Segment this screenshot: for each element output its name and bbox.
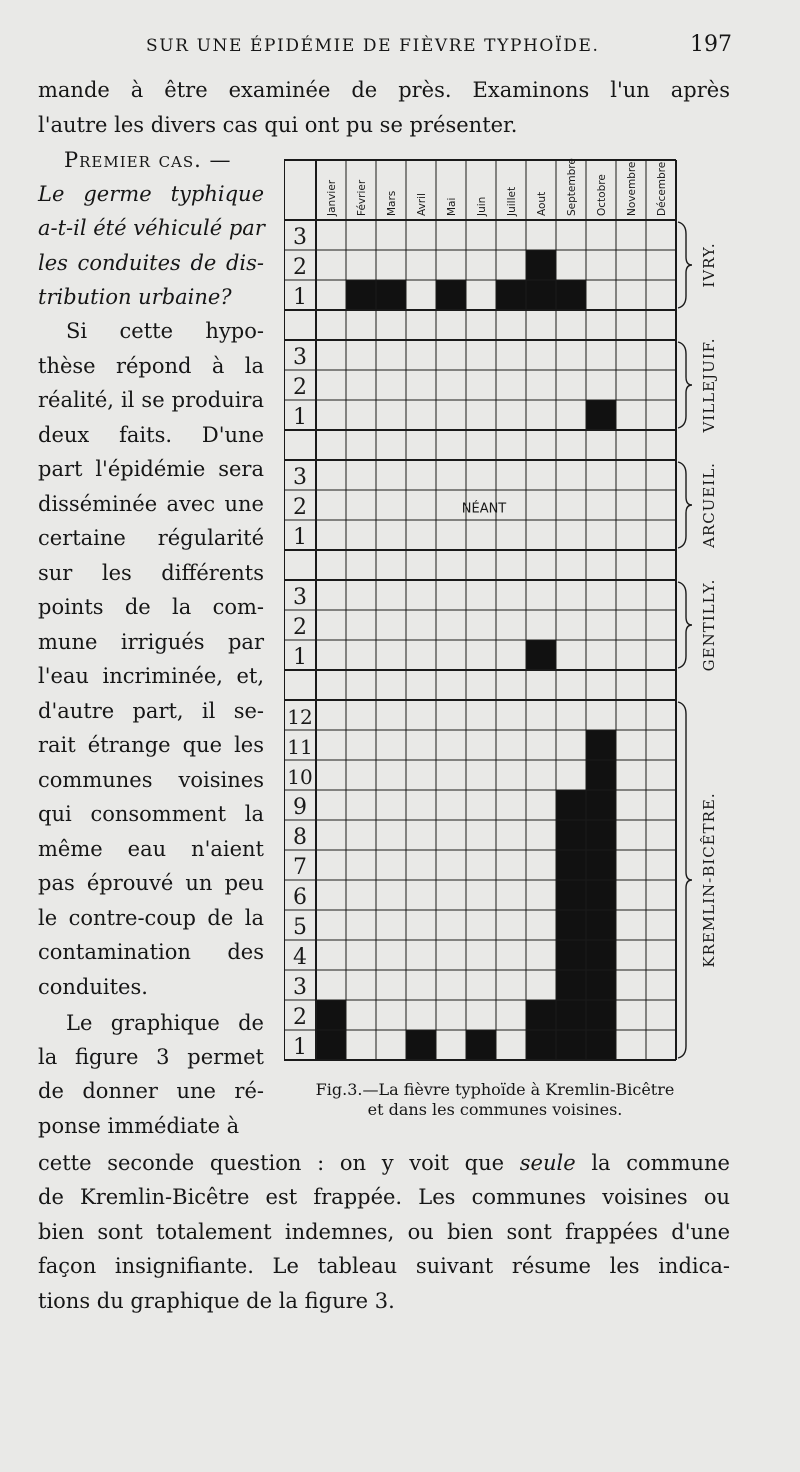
row-tick-label: 4 [293,945,307,970]
text-line: sur les différents [38,561,264,585]
running-title: SUR UNE ÉPIDÉMIE DE FIÈVRE TYPHOÏDE. [146,36,600,56]
neant-annotation: NÉANT [461,501,507,517]
month-label: Juillet [506,186,518,216]
row-tick-label: 11 [287,735,313,759]
brace [678,222,692,308]
text-line: deux faits. D'une [38,423,264,447]
text-line: Si cette hypo- [66,319,264,343]
figure-3-chart [284,158,744,1073]
text-line: qui consomment la [38,802,264,826]
text-line: la figure 3 permet [38,1045,264,1069]
text-line: mune irrigués par [38,630,264,654]
commune-label: IVRY. [700,242,718,288]
month-label: Novembre [626,161,638,216]
text-line: certaine régularité [38,526,264,550]
running-header [0,32,800,66]
text-line: a-t-il été véhiculé par [38,216,265,240]
row-tick-label: 2 [293,495,307,520]
case-bar [466,1030,496,1060]
row-tick-label: 1 [293,285,307,310]
commune-label: KREMLIN-BICÊTRE. [700,792,718,968]
row-tick-label: 1 [293,525,307,550]
text-line: bien sont totalement indemnes, ou bien sont frappées d'une [38,1220,730,1244]
row-tick-label: 2 [293,1005,307,1030]
text-line: mande à être examinée de près. Examinons l'un après [38,78,730,102]
commune-label: VILLEJUIF. [700,337,718,433]
case-bar [406,1030,436,1060]
text-span: cette seconde question : on y voit que [38,1151,505,1175]
text-line: communes voisines [38,768,264,792]
case-bar [526,640,556,670]
row-tick-label: 9 [293,795,307,820]
brace [678,702,692,1058]
row-tick-label: 2 [293,615,307,640]
month-label: Mai [446,197,458,216]
row-tick-label: 5 [293,915,307,940]
case-bar [586,730,616,1060]
text-span: la commune [591,1151,730,1175]
row-tick-label: 3 [293,465,307,490]
case-bar [556,790,586,1060]
row-tick-label: 1 [293,1035,307,1060]
month-label: Avril [416,193,428,216]
row-tick-label: 6 [293,885,307,910]
caption-line: et dans les communes voisines. [367,1100,623,1119]
text-line: réalité, il se produira [38,388,264,412]
text-line: tions du graphique de la figure 3. [38,1289,395,1313]
text-line: points de la com- [38,595,264,619]
row-tick-label: 7 [293,855,307,880]
month-label: Décembre [656,161,668,216]
text-line: disséminée avec une [38,492,264,516]
text-line: Le germe typhique [38,182,264,206]
text-line: l'autre les divers cas qui ont pu se présenter. [38,113,518,137]
case-bar [346,280,376,310]
text-line: rait étrange que les [38,733,264,757]
text-line: même eau n'aient [38,837,264,861]
row-tick-label: 2 [293,375,307,400]
case-bar [496,280,526,310]
text-line: conduites. [38,975,148,999]
row-tick-label: 3 [293,585,307,610]
text-line: façon insignifiante. Le tableau suivant résume les indica- [38,1254,730,1278]
text-line: de donner une ré- [38,1079,264,1103]
row-tick-label: 12 [287,705,313,729]
row-tick-label: 1 [293,405,307,430]
case-bar [556,280,586,310]
text-line: Le graphique de [66,1011,264,1035]
row-tick-label: 3 [293,345,307,370]
row-tick-label: 3 [293,225,307,250]
caption-line: Fig.3.—La fièvre typhoïde à Kremlin-Bicêtre [315,1080,675,1099]
row-tick-label: 2 [293,255,307,280]
month-label: Septembre [566,158,578,216]
brace [678,342,692,428]
brace [678,582,692,668]
brace [678,462,692,548]
text-line: l'eau incriminée, et, [38,664,264,688]
row-tick-label: 1 [293,645,307,670]
month-label: Janvier [326,179,338,216]
row-tick-label: 10 [287,765,313,789]
case-bar [436,280,466,310]
text-line: thèse répond à la [38,354,264,378]
emphasis: seule [519,1151,576,1175]
commune-label: ARCUEIL. [700,462,718,548]
text-line: de Kremlin-Bicêtre est frappée. Les communes voisines ou [38,1185,730,1209]
case-bar [376,280,406,310]
commune-label: GENTILLY. [700,578,718,672]
text-line: contamination des [38,940,264,964]
month-label: Aout [536,191,548,216]
row-tick-label: 8 [293,825,307,850]
month-label: Octobre [596,174,608,216]
section-heading: Premier cas. — [64,148,232,172]
text-line: pas éprouvé un peu [38,871,264,895]
text-line: d'autre part, il se- [38,699,264,723]
text-line: part l'épidémie sera [38,457,264,481]
text-line: ponse immédiate à [38,1114,240,1138]
page-number: 197 [690,32,732,57]
figure-caption [280,1080,710,1120]
month-label: Juin [476,196,488,216]
text-line: tribution urbaine? [38,285,232,309]
row-tick-label: 3 [293,975,307,1000]
text-line: le contre-coup de la [38,906,264,930]
month-label: Mars [386,190,398,216]
text-line [38,1149,730,1177]
case-bar [586,400,616,430]
text-line: les conduites de dis- [38,251,264,275]
month-label: Février [356,179,368,216]
